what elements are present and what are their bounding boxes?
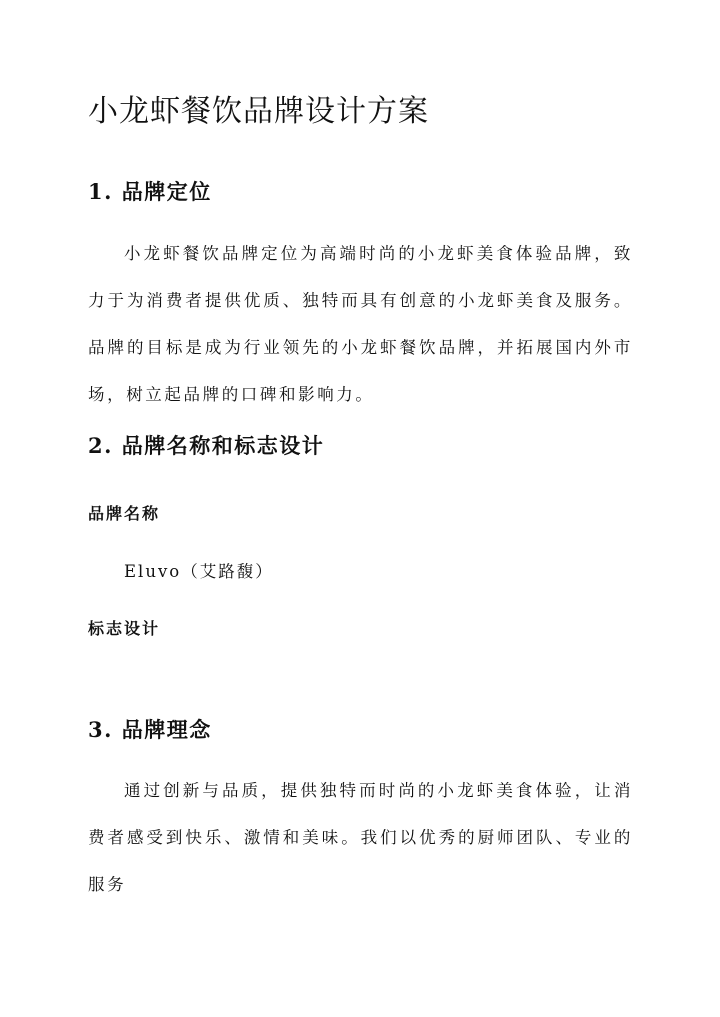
document-title: 小龙虾餐饮品牌设计方案 <box>88 94 429 129</box>
section-heading-brand-name-and-logo: 2. 品牌名称和标志设计 <box>88 433 325 458</box>
paragraph-brand-positioning: 小龙虾餐饮品牌定位为高端时尚的小龙虾美食体验品牌，致力于为消费者提供优质、独特而具有创意的小龙虾美食及服务。品牌的目标是成为行业领先的小龙虾餐饮品牌，并拓展国内外市场，树立起品牌的口碑和影响力。 <box>88 244 633 404</box>
subheading-logo-design: 标志设计 <box>88 619 161 638</box>
brand-name-text: Eluvo（艾路馥） <box>124 562 274 581</box>
paragraph-brand-philosophy: 通过创新与品质，提供独特而时尚的小龙虾美食体验，让消费者感受到快乐、激情和美味。我们以优秀的厨师团队、专业的服务 <box>88 781 633 894</box>
subheading-brand-name: 品牌名称 <box>88 504 161 523</box>
section-heading-brand-positioning: 1. 品牌定位 <box>88 179 212 204</box>
section-heading-brand-philosophy: 3. 品牌理念 <box>88 717 212 742</box>
